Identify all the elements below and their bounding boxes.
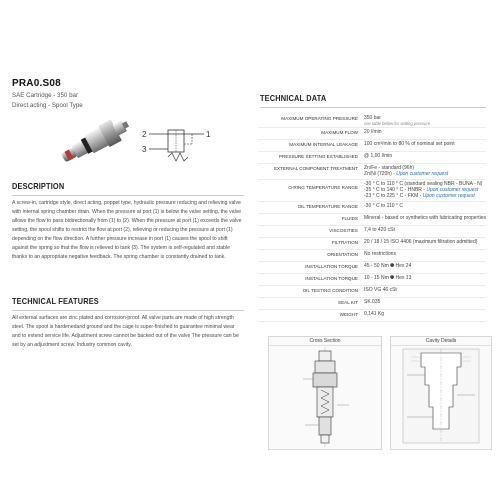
- symbol-port-2-label: 2: [142, 130, 147, 139]
- tech-row-leakage: [258, 140, 486, 152]
- tech-row-filtration: [258, 238, 486, 250]
- tech-value: 0,141 Kg: [364, 311, 385, 317]
- product-subtitle-type: Direct acting - Spool Type: [12, 102, 83, 109]
- tech-value: 45 - 50 Nm ⯃ Hex 24: [364, 263, 412, 269]
- product-subtitle-pressure: SAE Cartridge - 350 bar: [12, 92, 79, 99]
- tech-value-note: - Upon customer request: [421, 187, 479, 193]
- tech-row-orientation: [258, 250, 486, 262]
- symbol-port-1-label: 1: [206, 130, 211, 139]
- cavity-details-panel: [390, 336, 492, 450]
- cartridge-valve-image: [56, 116, 136, 170]
- tech-row-oil-temperature: [258, 202, 486, 214]
- technical-data-heading: TECHNICAL DATA: [260, 94, 327, 103]
- cross-section-drawing: [269, 345, 381, 449]
- tech-row-oil-testing: [258, 286, 486, 298]
- tech-value: No restrictions: [364, 251, 396, 257]
- tech-row-pressure-setting: [258, 152, 486, 164]
- tech-value-note: - Upon customer request: [391, 171, 449, 177]
- tech-label: MAXIMUM FLOW: [321, 130, 358, 135]
- tech-row-oring-temperature: [258, 180, 486, 202]
- technical-features-heading: TECHNICAL FEATURES: [12, 297, 99, 306]
- tech-value: -35 ° C to 140 ° C - HNBR: [364, 187, 422, 193]
- tech-value: @ 1,00 l/min: [364, 153, 393, 159]
- hydraulic-symbol: [138, 126, 216, 164]
- tech-row-max-flow: [258, 128, 486, 140]
- tech-label: ORIENTATION: [327, 252, 358, 257]
- cavity-details-drawing: [391, 345, 491, 449]
- tech-value: Zn/Ni (720h): [364, 171, 392, 177]
- tech-value: Mineral - based or synthetics with lubricating properties: [364, 215, 486, 221]
- description-divider: [12, 195, 244, 196]
- tech-value-group: [364, 115, 430, 127]
- tech-label: SEAL KIT: [338, 300, 358, 305]
- tech-label: OIL TESTING CONDITION: [302, 288, 358, 293]
- cavity-details-title: Cavity Details: [391, 337, 491, 346]
- tech-row-weight: [258, 310, 486, 322]
- tech-value: 20 / 18 / 15 ISO 4406 (maximum filtration admitted): [364, 239, 478, 245]
- tech-label: PRESSURE SETTING ESTABLISHED: [278, 154, 358, 159]
- tech-row-max-pressure: [258, 114, 486, 128]
- tech-label: WEIGHT: [339, 312, 358, 317]
- technical-features-text: [12, 314, 244, 350]
- tech-row-installation-torque-1: [258, 262, 486, 274]
- tech-value: 100 cm³/min to 80 % of nominal set point: [364, 141, 455, 147]
- tech-label: EXTERNAL COMPONENT TREATMENT: [273, 166, 358, 171]
- technical-data-divider: [260, 107, 486, 108]
- tech-label: VISCOSITIES: [329, 228, 358, 233]
- tech-value: -30 ° C to 110 ° C (standard sealing NBR - BUNA - N): [364, 181, 483, 187]
- cross-section-panel: [268, 336, 382, 450]
- tech-label: OIL TEMPERATURE RANGE: [297, 204, 358, 209]
- tech-value: -30 ° C to 110 ° C: [364, 203, 403, 209]
- technical-data-table: [258, 114, 486, 322]
- tech-label: INSTALLATION TORQUE: [305, 276, 358, 281]
- tech-row-fluids: [258, 214, 486, 226]
- symbol-port-3-label: 3: [142, 145, 147, 154]
- tech-value: 7,4 to 420 cSt: [364, 227, 395, 233]
- tech-value: 20 l/min: [364, 129, 382, 135]
- tech-value-group: [364, 181, 482, 199]
- tech-label: O-RING TEMPERATURE RANGE: [288, 185, 358, 190]
- description-text: [12, 199, 244, 262]
- tech-note: see table below for setting pressure: [364, 121, 431, 126]
- tech-row-external-treatment: [258, 164, 486, 180]
- technical-features-paragraph: All external surfaces are zinc plated and corrosion-proof. All valve parts are made of high strength steel. The spool is hardenedand ground and the cage is super-finished to guarantee minimal wear and to extend service life. Adjustment screw cannot be backed out of the valve The pressure can be set by an adjustment screw. Industry common cavity.: [12, 315, 239, 348]
- tech-value: -23 ° C to 225 ° C - FKM: [364, 193, 419, 199]
- product-code: PRA0.S08: [12, 78, 61, 89]
- tech-row-viscosities: [258, 226, 486, 238]
- technical-features-divider: [12, 310, 244, 311]
- tech-label: FILTRATION: [331, 240, 358, 245]
- tech-value-group: [364, 165, 448, 177]
- description-paragraph: A screw-in, cartridge style, direct acting, poppet type, hydraulic pressure reducing and relieving valve with internal spring chamber drain. When the pressure at port (1) is below the valve setting, the valve allows the flow to pass bidirectionally from (1) to (2). When the pressure at port (1) exceeds the valve setting, the spool shifts to restrict the flow at port (2), relieving or reducing the pressure at port (1) depending on the flow direction. A further pressure increase in port (1) causes the spool to shift against the spring so that the flow is relieved to tank (3). The system is self-regulated and stable thanks to an appropriate negative feedback. The spring chamber is constantly drained to tank.: [12, 200, 242, 260]
- cross-section-title: Cross Section: [269, 337, 381, 346]
- tech-value: 350 bar: [364, 115, 381, 121]
- tech-value: SK.035: [364, 299, 381, 305]
- tech-label: INSTALLATION TORQUE: [305, 264, 358, 269]
- tech-value: ISO VG 46 cSt: [364, 287, 397, 293]
- tech-value: 10 - 15 Nm ⯃ Hex 13: [364, 275, 412, 281]
- tech-value: Zn/Fe - standard (96h): [364, 165, 415, 171]
- tech-row-seal-kit: [258, 298, 486, 310]
- tech-label: MAXIMUM INTERNAL LEAKAGE: [289, 142, 358, 147]
- tech-label: MAXIMUM OPERATING PRESSURE: [281, 116, 358, 121]
- description-heading: DESCRIPTION: [12, 182, 65, 191]
- tech-row-installation-torque-2: [258, 274, 486, 286]
- tech-value-note: - Upon customer request: [418, 193, 475, 199]
- tech-label: FLUIDS: [341, 216, 358, 221]
